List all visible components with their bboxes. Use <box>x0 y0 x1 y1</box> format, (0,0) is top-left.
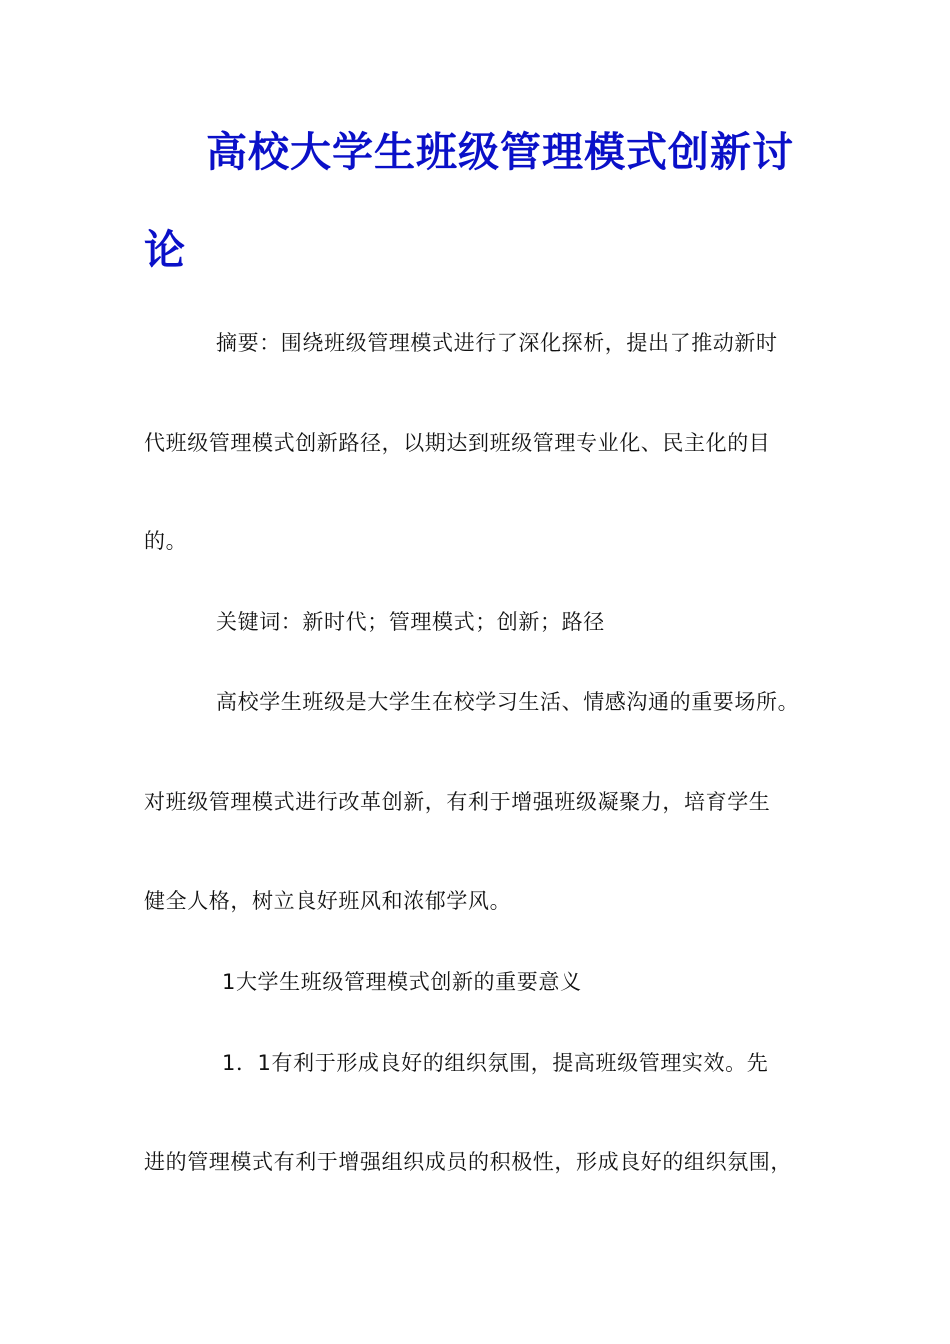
section-1-1-line-1: 1．1有利于形成良好的组织氛围，提高班级管理实效。先 <box>222 1051 769 1075</box>
section-1-1-line-2: 进的管理模式有利于增强组织成员的积极性，形成良好的组织氛围， <box>144 1150 792 1174</box>
abstract-line-3: 的。 <box>144 529 188 553</box>
document-title-line-2: 论 <box>144 226 186 274</box>
document-title-line-1: 高校大学生班级管理模式创新讨 <box>206 128 794 176</box>
intro-line-3: 健全人格，树立良好班风和浓郁学风。 <box>144 889 512 913</box>
abstract-line-1: 摘要：围绕班级管理模式进行了深化探析，提出了推动新时 <box>216 331 778 355</box>
intro-line-2: 对班级管理模式进行改革创新，有利于增强班级凝聚力，培育学生 <box>144 790 771 814</box>
intro-line-1: 高校学生班级是大学生在校学习生活、情感沟通的重要场所。 <box>216 690 800 714</box>
abstract-line-2: 代班级管理模式创新路径，以期达到班级管理专业化、民主化的目 <box>144 431 771 455</box>
keywords-line: 关键词：新时代；管理模式；创新；路径 <box>216 610 605 634</box>
section-1-heading: 1大学生班级管理模式创新的重要意义 <box>222 970 582 994</box>
